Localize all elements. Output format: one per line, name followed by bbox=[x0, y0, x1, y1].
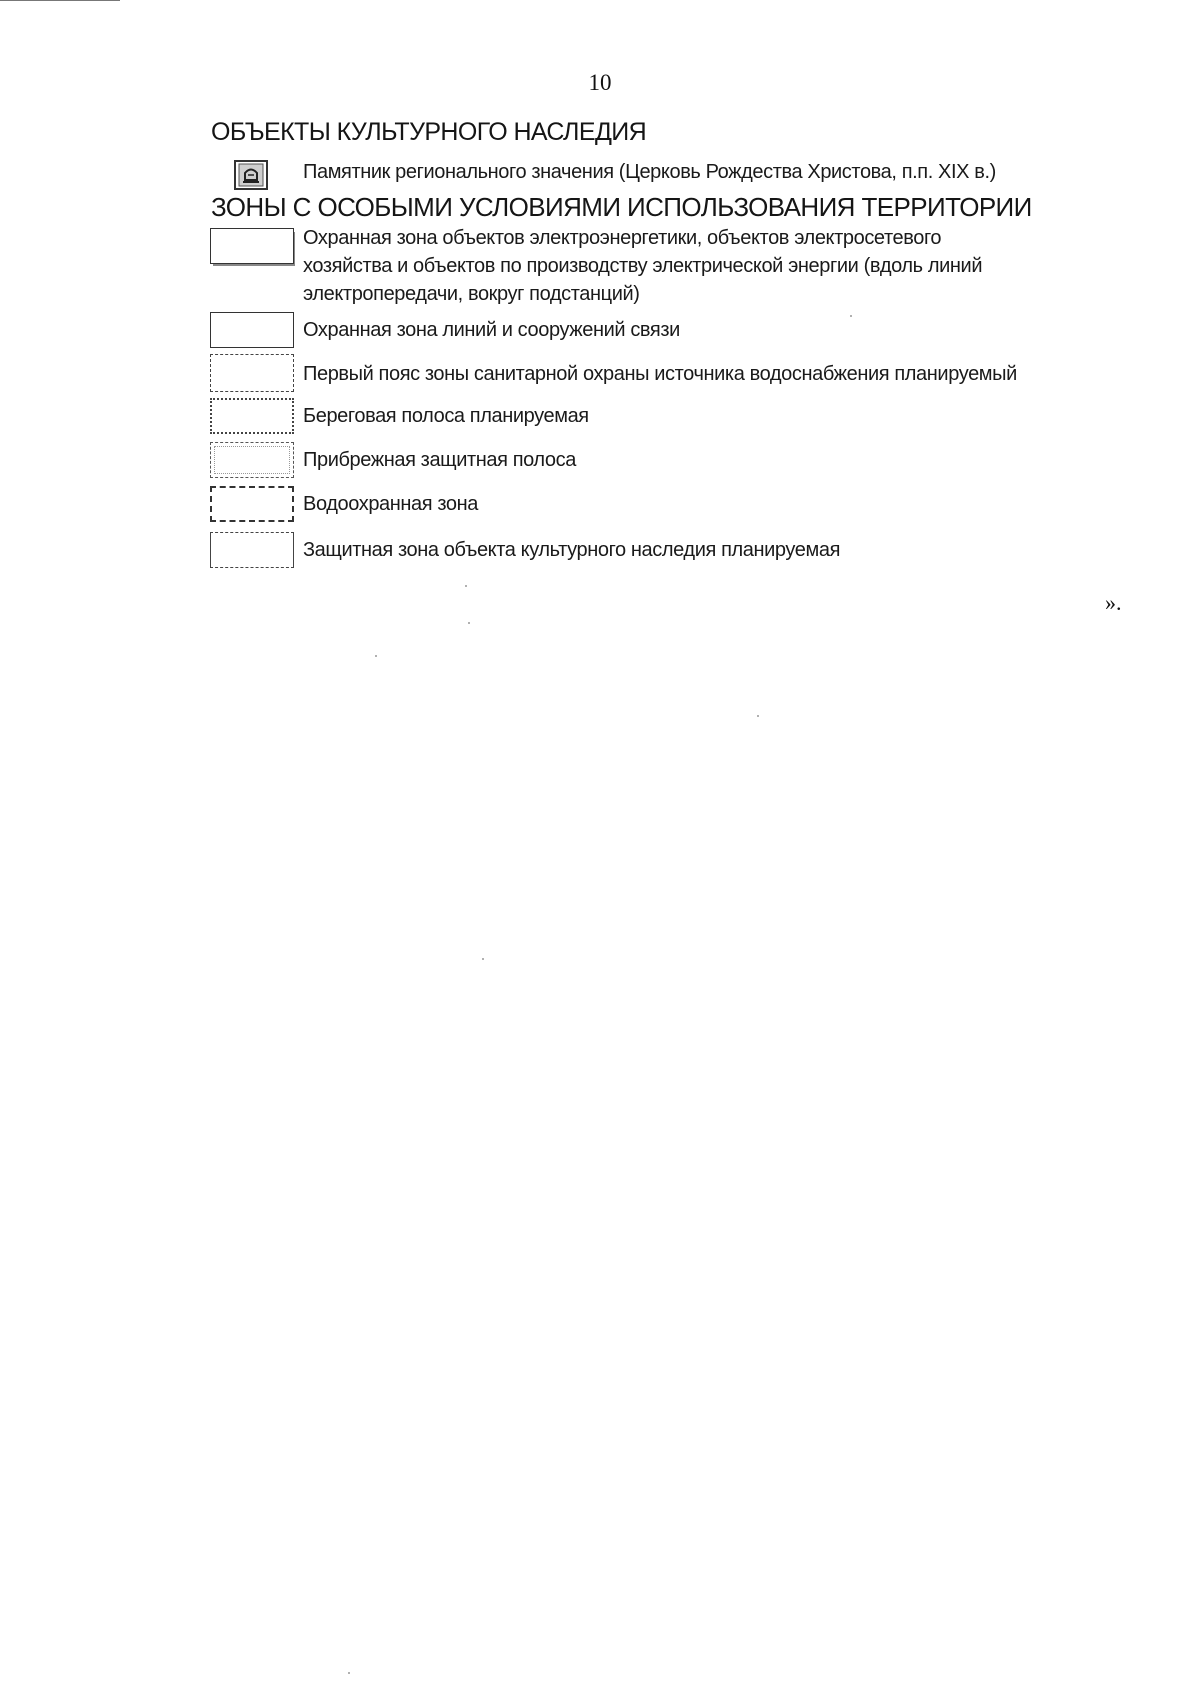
hatched-dashed-box-icon bbox=[210, 486, 294, 522]
legend-label-sanitary-zone: Первый пояс зоны санитарной охраны источника водоснабжения планируемый bbox=[303, 363, 1017, 385]
legend-label-monument: Памятник регионального значения (Церковь Рождества Христова, п.п. XIX в.) bbox=[303, 161, 996, 183]
legend-label-heritage-protection: Защитная зона объекта культурного наследия планируемая bbox=[303, 539, 841, 561]
page-number: 10 bbox=[588, 70, 612, 95]
dashed-box-icon bbox=[210, 354, 294, 392]
scan-speck bbox=[757, 715, 759, 717]
scan-speck bbox=[348, 1672, 350, 1674]
legend-label-communication-zone: Охранная зона линий и сооружений связи bbox=[303, 319, 680, 341]
legend-label-shore-strip: Береговая полоса планируемая bbox=[303, 405, 589, 427]
scan-speck bbox=[465, 585, 467, 587]
section-heading-special-zones: ЗОНЫ С ОСОБЫМИ УСЛОВИЯМИ ИСПОЛЬЗОВАНИЯ ТЕРРИТОРИИ bbox=[211, 192, 1032, 222]
scan-speck bbox=[468, 622, 470, 624]
legend-label-water-protection: Водоохранная зона bbox=[303, 493, 478, 515]
dash-dot-box-icon bbox=[210, 442, 294, 478]
legend-label-power-zone-line-1: Охранная зона объектов электроэнергетики, объектов электросетевого bbox=[303, 227, 942, 249]
solid-box-icon bbox=[210, 312, 294, 348]
legend-label-power-zone-line-3: электропередачи, вокруг подстанций) bbox=[303, 283, 640, 305]
scan-speck bbox=[482, 958, 484, 960]
legend-label-power-zone-line-2: хозяйства и объектов по производству электрической энергии (вдоль линий bbox=[303, 255, 983, 277]
scan-edge-line bbox=[0, 0, 120, 1]
section-heading-cultural-heritage: ОБЪЕКТЫ КУЛЬТУРНОГО НАСЛЕДИЯ bbox=[211, 118, 647, 146]
legend-label-coastal-protection: Прибрежная защитная полоса bbox=[303, 449, 576, 471]
solid-box-icon bbox=[210, 228, 294, 264]
long-dashed-box-icon bbox=[210, 532, 294, 568]
closing-quote: ». bbox=[1105, 590, 1122, 615]
dotted-box-icon bbox=[210, 398, 294, 434]
scan-speck bbox=[375, 655, 377, 657]
scan-speck bbox=[850, 315, 852, 317]
monument-icon bbox=[234, 160, 268, 190]
